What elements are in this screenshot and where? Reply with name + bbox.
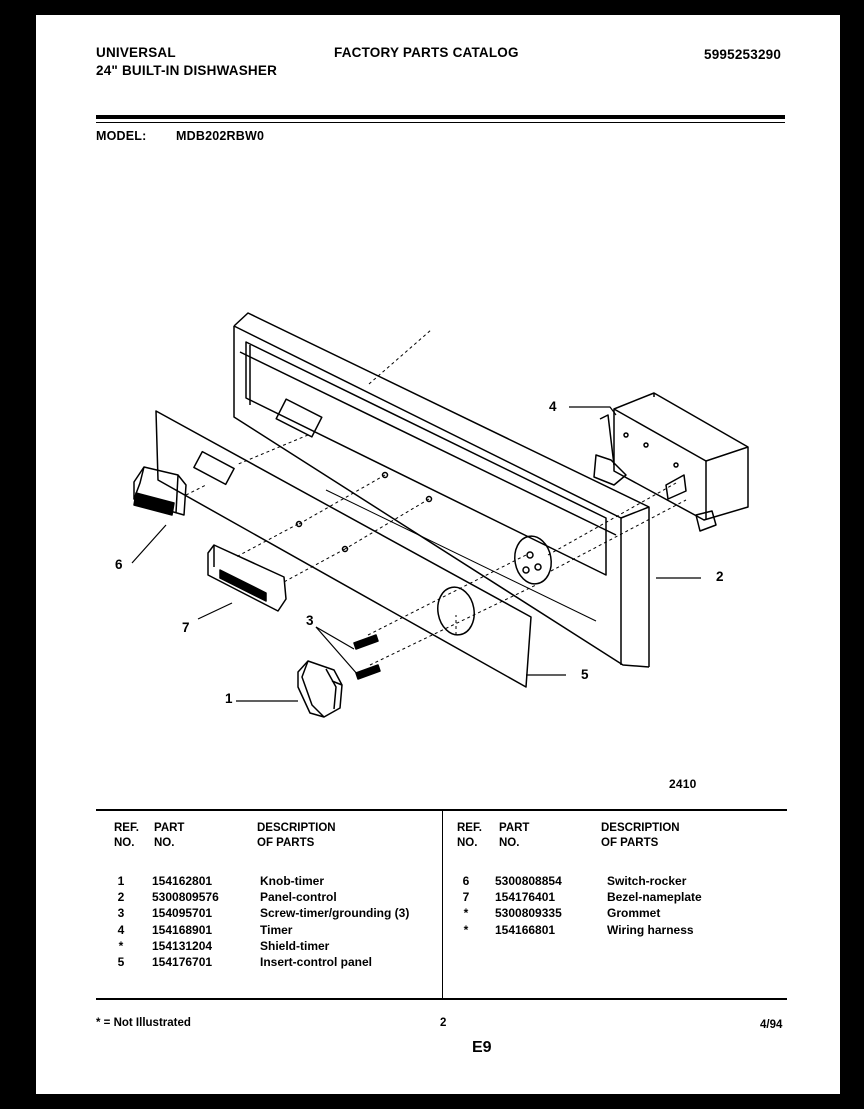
screws-drawing [354,635,380,679]
catalog-number: 5995253290 [704,47,782,62]
callout-3: 3 [306,613,314,628]
callout-6: 6 [115,557,123,572]
timer-drawing [594,393,748,531]
table-row: 2 5300809576 Panel-control [117,890,337,905]
bezel-nameplate-drawing [208,545,286,611]
parts-list-left [104,873,409,970]
table-row: * 154166801 Wiring harness [463,922,694,937]
header-part: PART NO. [154,822,185,849]
table-row: 6 5300808854 Switch-rocker [462,874,687,888]
table-row: 7 154176401 Bezel-nameplate [462,890,702,905]
table-row: 1 154162801 Knob-timer [117,874,324,888]
callout-1: 1 [225,691,233,706]
header-description: DESCRIPTION OF PARTS [257,822,336,849]
parts-list-right [449,873,702,938]
page-number: 2 [440,1017,447,1029]
table-row: * 5300809335 Grommet [463,906,661,921]
product-line: 24" BUILT-IN DISHWASHER [96,63,278,78]
callout-5: 5 [581,667,589,682]
header-ref-right: REF. NO. [457,822,482,849]
model-label: MODEL: [96,129,147,143]
callout-2: 2 [716,569,724,584]
model-number: MDB202RBW0 [176,129,265,143]
assembly-lines [186,330,686,665]
callout-7: 7 [182,620,190,635]
table-row: 3 154095701 Screw-timer/grounding (3) [117,906,410,921]
parts-catalog-page [36,15,840,1094]
panel-control-drawing [234,313,649,667]
catalog-title: FACTORY PARTS CATALOG [334,45,519,60]
header-part-right: PART NO. [499,822,530,849]
figure-number: 2410 [669,777,697,791]
brand: UNIVERSAL [96,45,176,60]
callout-4: 4 [549,399,557,414]
table-row: 4 154168901 Timer [117,922,293,937]
revision-date: 4/94 [760,1019,783,1031]
table-row: * 154131204 Shield-timer [118,938,330,953]
table-divider [442,809,443,999]
exploded-parts-diagram [36,15,840,795]
header-description-right: DESCRIPTION OF PARTS [601,822,680,849]
knob-timer-drawing [298,661,342,717]
table-row: 5 154176701 Insert-control panel [117,955,373,970]
header-ref: REF. NO. [114,822,139,849]
footnote: * = Not Illustrated [96,1017,191,1029]
section-code: E9 [472,1039,492,1056]
